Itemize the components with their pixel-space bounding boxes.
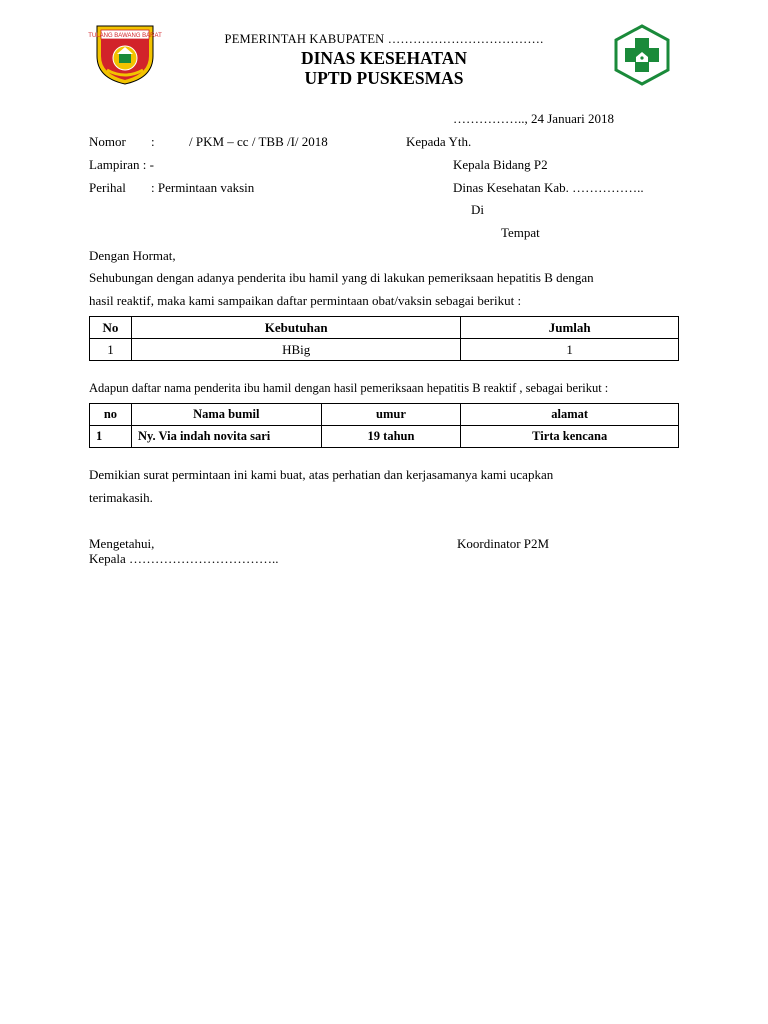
- table-header: Jumlah: [461, 317, 679, 339]
- perihal-value: : Permintaan vaksin: [151, 180, 255, 195]
- office-title: DINAS KESEHATAN: [300, 48, 468, 68]
- paragraph-1-line-1: Sehubungan dengan adanya penderita ibu hamil yang di lakukan pemeriksaan hepatitis B dengan: [89, 270, 594, 285]
- place-date: …………….., 24 Januari 2018: [453, 111, 615, 126]
- table-header: Nama bumil: [131, 404, 321, 426]
- table-row: [90, 339, 679, 361]
- recipient-line-1: Kepada Yth.: [406, 134, 472, 149]
- table-header: umur: [321, 404, 461, 426]
- needs-table: [89, 316, 679, 361]
- puskesmas-logo: [612, 24, 672, 86]
- recipient-line-5: Tempat: [501, 225, 540, 240]
- table-cell: Tirta kencana: [461, 426, 679, 448]
- paragraph-1-line-2: hasil reaktif, maka kami sampaikan daftar permintaan obat/vaksin sebagai berikut :: [89, 293, 522, 308]
- nomor-colon: :: [151, 134, 155, 149]
- nomor-value: / PKM – cc / TBB /I/ 2018: [189, 134, 328, 149]
- table-header-row: [90, 404, 679, 426]
- recipient-line-4: Di: [471, 202, 484, 217]
- closing-line-2: terimakasih.: [89, 490, 153, 505]
- table-header: No: [90, 317, 132, 339]
- table-cell: 1: [90, 339, 132, 361]
- emblem-text: TULANG BAWANG BARAT: [88, 33, 162, 39]
- table-cell: 1: [90, 426, 132, 448]
- closing-line-1: Demikian surat permintaan ini kami buat, atas perhatian dan kerjasamanya kami ucapkan: [89, 467, 554, 482]
- salutation: Dengan Hormat,: [89, 248, 176, 263]
- perihal-label: Perihal: [89, 180, 126, 195]
- table-cell: 1: [461, 339, 679, 361]
- signature-left-name: Kepala ……………………………..: [89, 551, 279, 566]
- nomor-label: Nomor: [89, 134, 126, 149]
- patients-table: [89, 403, 679, 448]
- signature-right-title: Koordinator P2M: [457, 536, 550, 551]
- recipient-line-2: Kepala Bidang P2: [453, 157, 548, 172]
- government-heading: PEMERINTAH KABUPATEN ……………………………….: [224, 32, 544, 46]
- table-header-row: [90, 317, 679, 339]
- lampiran: Lampiran : -: [89, 157, 154, 172]
- unit-title: UPTD PUSKESMAS: [304, 68, 464, 88]
- table-cell: 19 tahun: [321, 426, 461, 448]
- table-row: [90, 426, 679, 448]
- signature-left-title: Mengetahui,: [89, 536, 155, 551]
- table-header: no: [90, 404, 132, 426]
- table-header: alamat: [461, 404, 679, 426]
- paragraph-2: Adapun daftar nama penderita ibu hamil dengan hasil pemeriksaan hepatitis B reaktif , sebagai berikut :: [89, 381, 609, 395]
- table-cell: Ny. Via indah novita sari: [131, 426, 321, 448]
- table-cell: HBig: [131, 339, 460, 361]
- recipient-line-3: Dinas Kesehatan Kab. ……………..: [453, 180, 644, 195]
- table-header: Kebutuhan: [131, 317, 460, 339]
